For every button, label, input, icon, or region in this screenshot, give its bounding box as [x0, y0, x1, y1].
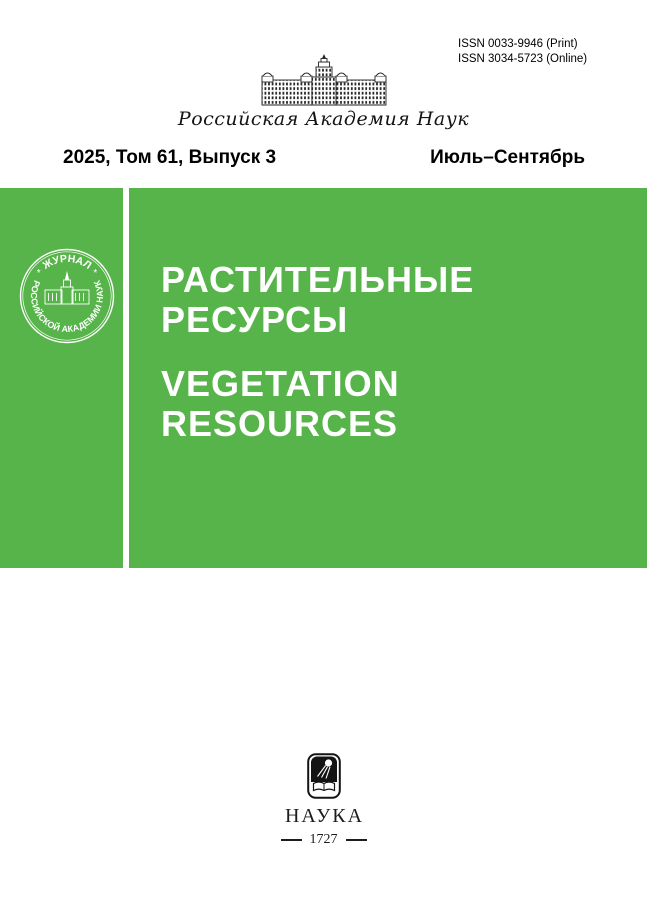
emblem-top-text: ЖУРНАЛ — [40, 252, 94, 272]
issn-online: ISSN 3034-5723 (Online) — [458, 53, 588, 65]
journal-emblem-icon — [17, 246, 117, 346]
publisher-year: 1727 — [309, 832, 338, 847]
ras-logo — [0, 54, 647, 130]
issn-print: ISSN 0033-9946 (Print) — [458, 38, 578, 50]
publisher-logo — [0, 753, 647, 848]
season-text: Июль–Сентябрь — [430, 147, 585, 168]
title-ru-line1: РАСТИТЕЛЬНЫЕ — [161, 259, 475, 300]
cover-band — [0, 188, 647, 568]
title-english — [161, 364, 474, 444]
year-dash-left — [281, 839, 302, 841]
academy-script-text: Российская Академия Наук — [177, 108, 470, 130]
title-ru-line2: РЕСУРСЫ — [161, 299, 349, 340]
emblem-star-right-icon: * — [93, 268, 98, 279]
journal-emblem — [17, 246, 117, 346]
volume-line — [63, 147, 585, 169]
title-en-line1: VEGETATION — [161, 363, 400, 404]
publisher-name: НАУКА — [284, 805, 365, 827]
ras-building-icon — [260, 54, 388, 107]
title-russian — [161, 260, 474, 340]
sputnik-book-badge-icon — [307, 753, 341, 799]
emblem-building-icon — [45, 280, 89, 304]
volume-issue-text: 2025, Том 61, Выпуск 3 — [63, 147, 277, 168]
title-en-line2: RESOURCES — [161, 403, 399, 444]
year-dash-right — [346, 839, 367, 841]
emblem-ring-text: РОССИЙСКОЙ АКАДЕМИИ НАУК — [28, 278, 106, 335]
divider-stripe — [123, 188, 129, 568]
emblem-star-left-icon: * — [36, 268, 41, 279]
cover-title — [161, 260, 474, 444]
publisher-year-row — [281, 832, 367, 848]
